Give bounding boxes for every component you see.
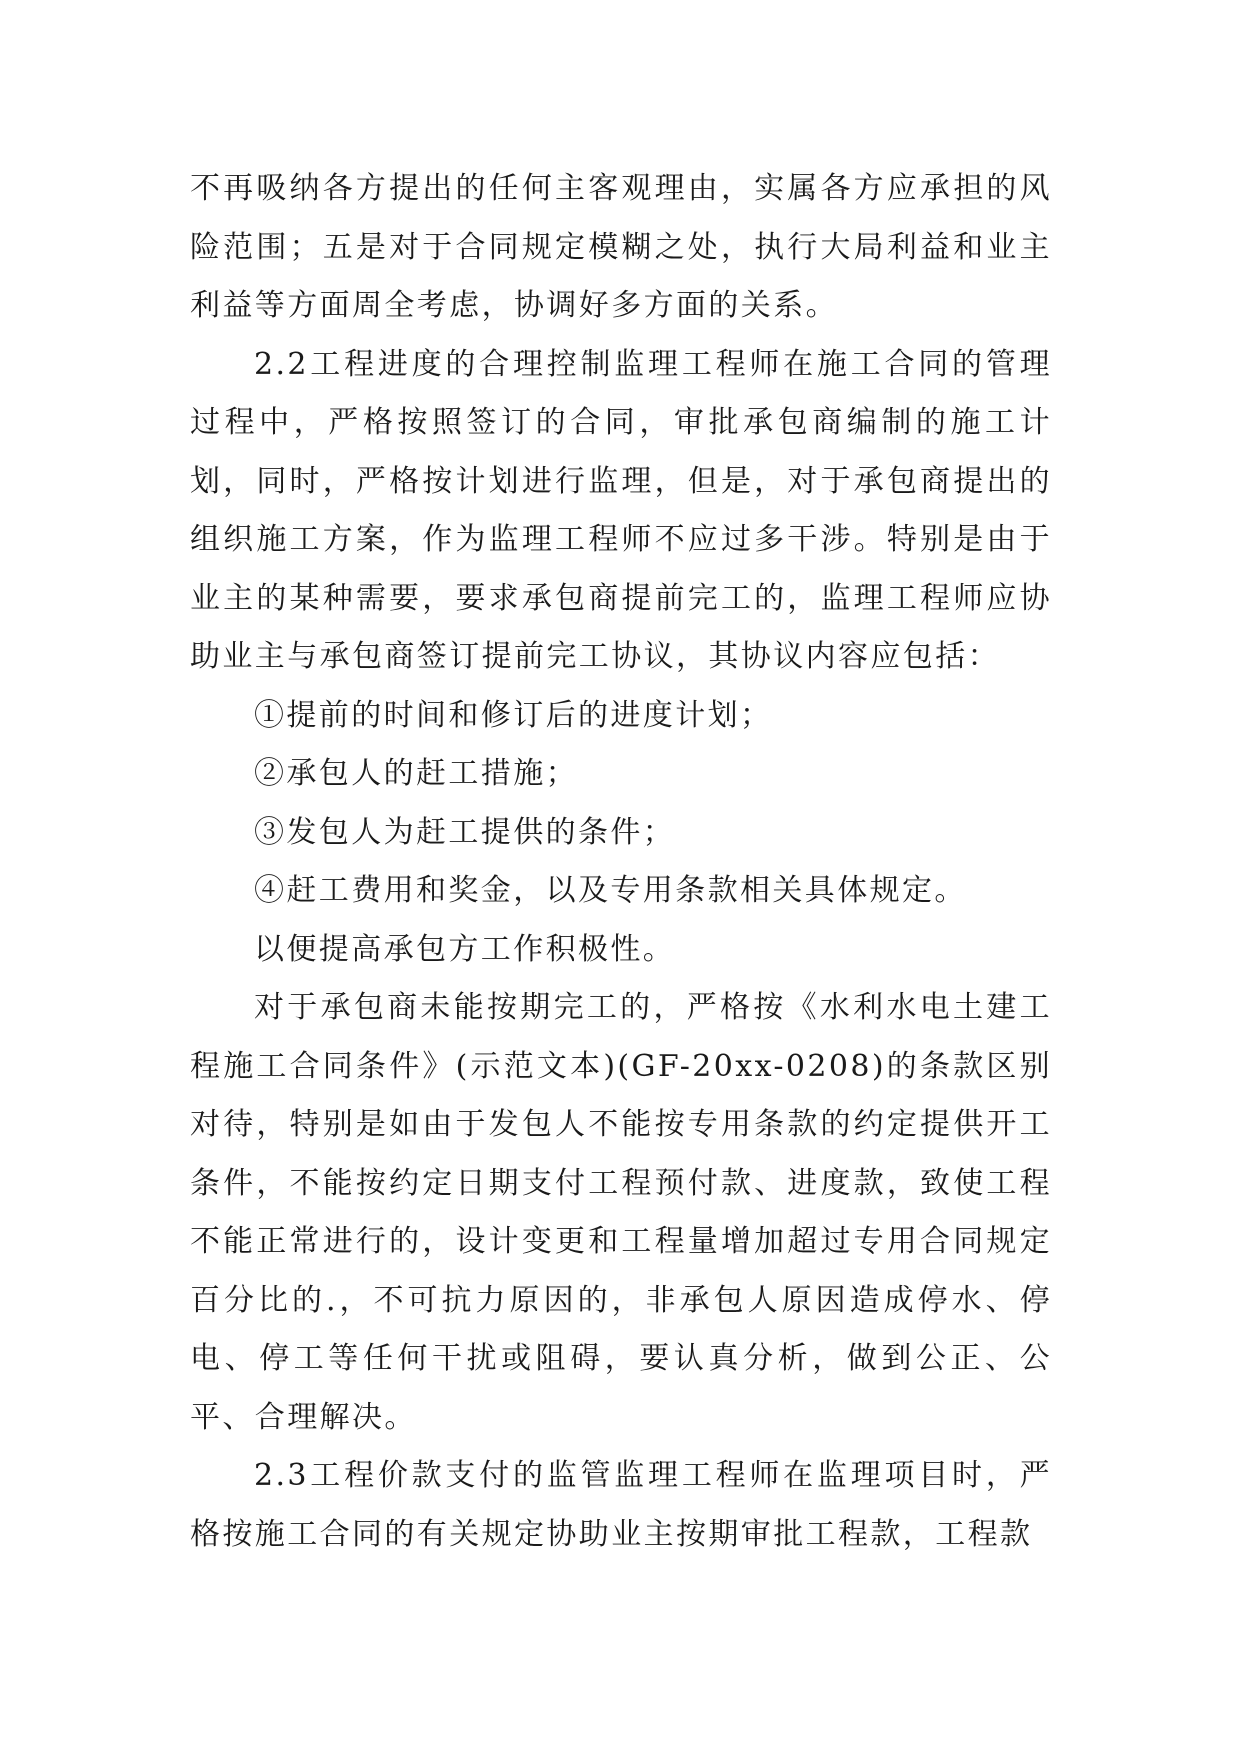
paragraph-motivation: 以便提高承包方工作积极性。 bbox=[254, 931, 676, 967]
paragraph-delay-handling: 对于承包商未能按期完工的，严格按《水利水电土建工程施工合同条件》(示范文本)(GF-20xx-0208)的条款区别对待，特别是如由于发包人不能按专用条款的约定提供开工条件，不能按约定日期支付工程预付款、进度款，致使工程不能正常进行的，设计变更和工程量增加超过专用合同规定百分比的.，不可抗力原因的，非承包人原因造成停水、停电、停工等任何干扰或阻碍，要认真分析，做到公正、公平、合理解决。 bbox=[190, 990, 1052, 1435]
list-item-employer-conditions: ③发包人为赶工提供的条件； bbox=[254, 814, 676, 850]
paragraph-risk-scope: 不再吸纳各方提出的任何主客观理由，实属各方应承担的风险范围；五是对于合同规定模糊之处，执行大局利益和业主利益等方面周全考虑，协调好多方面的关系。 bbox=[190, 171, 1052, 323]
paragraph-schedule-control: 2.2工程进度的合理控制监理工程师在施工合同的管理过程中，严格按照签订的合同，审批承包商编制的施工计划，同时，严格按计划进行监理，但是，对于承包商提出的组织施工方案，作为监理工程师不应过多干涉。特别是由于业主的某种需要，要求承包商提前完工的，监理工程师应协助业主与承包商签订提前完工协议，其协议内容应包括： bbox=[190, 346, 1052, 674]
list-item-advance-time: ①提前的时间和修订后的进度计划； bbox=[254, 697, 773, 733]
paragraph-payment-supervision: 2.3工程价款支付的监管监理工程师在监理项目时，严格按施工合同的有关规定协助业主按期审批工程款，工程款 bbox=[190, 1458, 1052, 1552]
list-item-rush-fees: ④赶工费用和奖金，以及专用条款相关具体规定。 bbox=[254, 873, 967, 908]
document-body bbox=[190, 160, 1052, 1564]
list-item-rush-measures: ②承包人的赶工措施； bbox=[254, 756, 578, 791]
